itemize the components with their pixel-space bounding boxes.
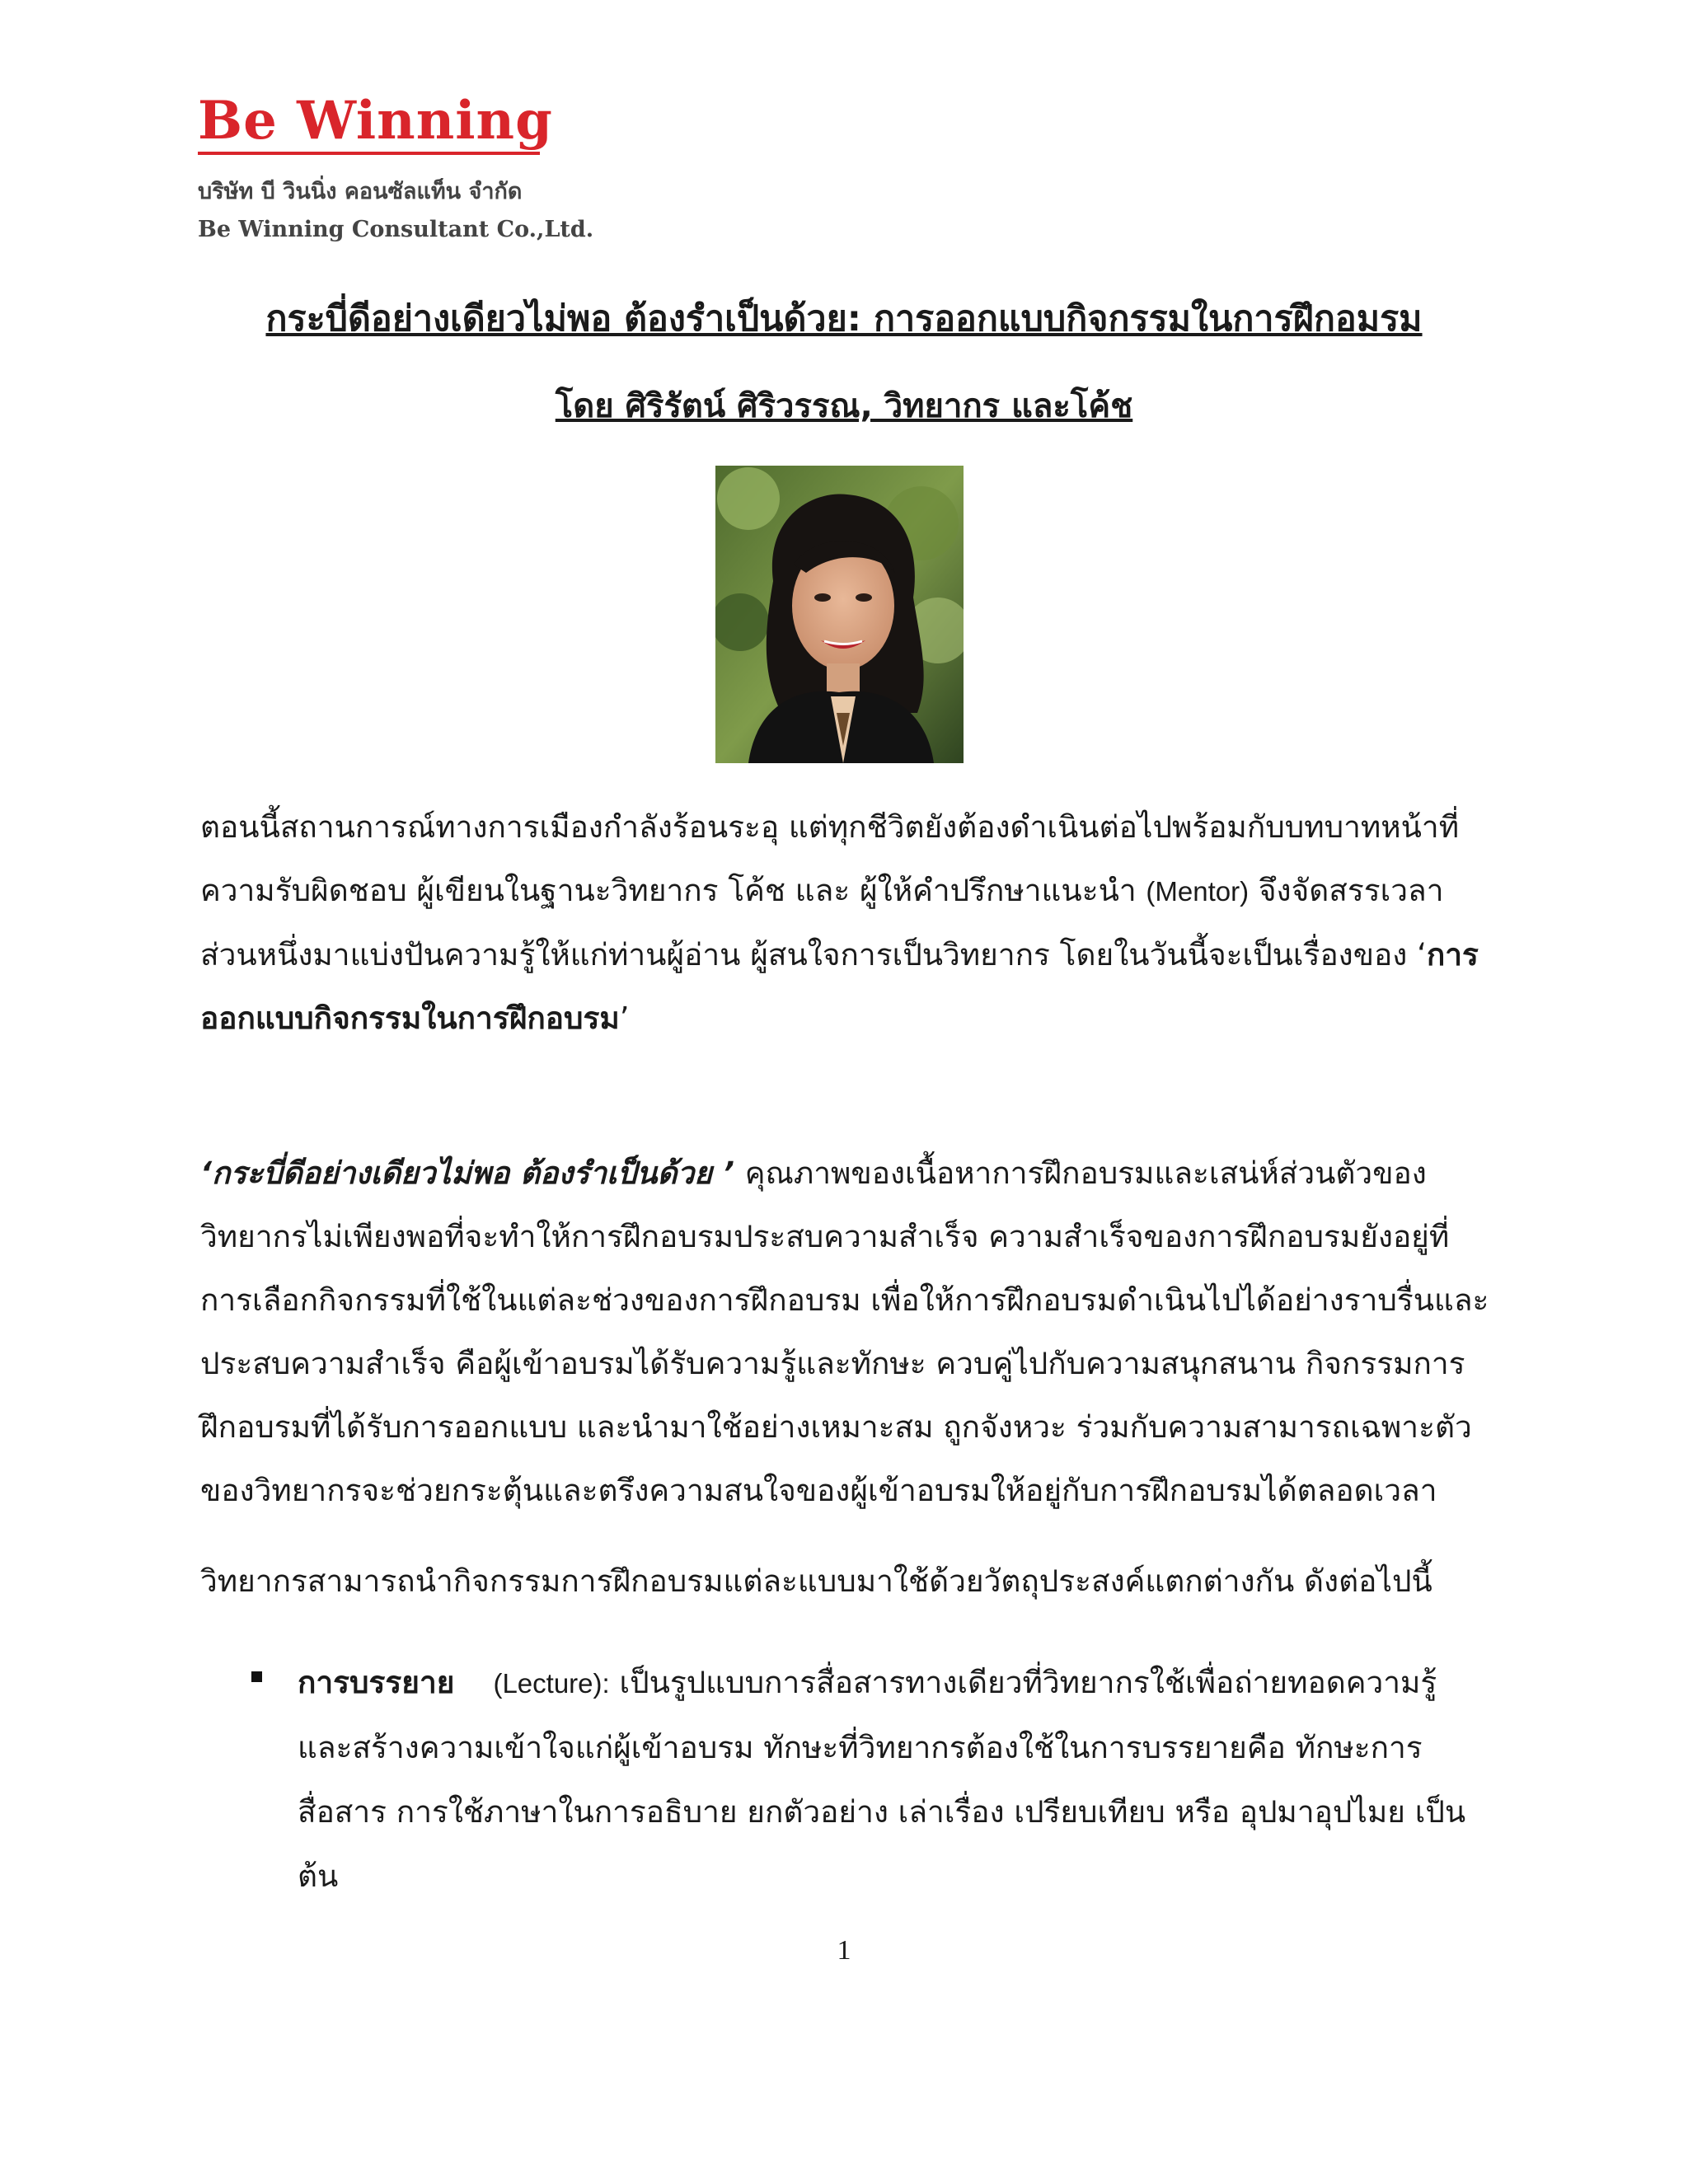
list-intro-line: วิทยากรสามารถนำกิจกรรมการฝึกอบรมแต่ละแบบมาใช้ด้วยวัตถุประสงค์แตกต่างกัน ดังต่อไปนี้ bbox=[200, 1563, 1432, 1599]
article-title: กระบี่ดีอย่างเดียวไม่พอ ต้องรำเป็นด้วย: การออกแบบกิจกรรมในการฝึกอมรม bbox=[265, 298, 1423, 340]
list-intro-paragraph bbox=[200, 1549, 1486, 1613]
brand-wordmark: Be Winning bbox=[198, 90, 553, 152]
list-item-line-2: และสร้างความเข้าใจแก่ผู้เข้าอบรม ทักษะที่วิทยากรต้องใช้ในการบรรยายคือ ทักษะการ bbox=[298, 1730, 1423, 1765]
brand-underline bbox=[198, 152, 540, 155]
body-line-3: การเลือกกิจกรรมที่ใช้ในแต่ละช่วงของการฝึกอบรม เพื่อให้การฝึกอบรมดำเนินไปได้อย่างราบรื่นและ bbox=[200, 1282, 1489, 1318]
article-byline: โดย ศิริรัตน์ ศิริวรรณ, วิทยากร และโค้ช bbox=[555, 387, 1133, 425]
company-name-english: Be Winning Consultant Co.,Ltd. bbox=[198, 217, 594, 242]
page-number: 1 bbox=[837, 1935, 851, 1966]
topic-bold-start: การ bbox=[1426, 937, 1479, 972]
body-line-1 bbox=[200, 1141, 1486, 1205]
intro-line-3 bbox=[200, 923, 1486, 987]
square-bullet-icon bbox=[251, 1671, 262, 1682]
intro-line-2-text: ความรับผิดชอบ ผู้เขียนในฐานะวิทยากร โค้ช และ ผู้ให้คำปรึกษาแนะนำ bbox=[200, 873, 1146, 908]
intro-line-3-text: ส่วนหนึ่งมาแบ่งปันความรู้ให้แก่ท่านผู้อ่าน ผู้สนใจการเป็นวิทยากร โดยในวันนี้จะเป็นเรื่องของ ‘ bbox=[200, 937, 1427, 972]
list-item-line-3: สื่อสาร การใช้ภาษาในการอธิบาย ยกตัวอย่าง เล่าเรื่อง เปรียบเทียบ หรือ อุปมาอุปไมย เป็น bbox=[298, 1794, 1466, 1830]
body-line-4: ประสบความสำเร็จ คือผู้เข้าอบรมได้รับความรู้และทักษะ ควบคู่ไปกับความสนุกสนาน กิจกรรมการ bbox=[200, 1346, 1465, 1381]
body-line-5: ฝึกอบรมที่ได้รับการออกแบบ และนำมาใช้อย่างเหมาะสม ถูกจังหวะ ร่วมกับความสามารถเฉพาะตัว bbox=[200, 1409, 1472, 1445]
mentor-term: (Mentor) bbox=[1146, 876, 1250, 907]
list-item-line-1 bbox=[298, 1651, 1501, 1716]
body-paragraph bbox=[200, 1141, 1489, 1522]
proverb-lead: ‘กระบี่ดีอย่างเดียวไม่พอ ต้องรำเป็นด้วย bbox=[200, 1155, 712, 1191]
list-item-line-4: ต้น bbox=[298, 1858, 339, 1894]
intro-line-4 bbox=[200, 987, 1486, 1050]
list-item-line-1-text: เป็นรูปแบบการสื่อสารทางเดียวที่วิทยากรใช้เพื่อถ่ายทอดความรู้ bbox=[609, 1665, 1437, 1700]
lecture-term-english: (Lecture): bbox=[493, 1668, 610, 1699]
company-logo bbox=[198, 90, 594, 242]
lecture-term: การบรรยาย bbox=[298, 1665, 455, 1700]
closing-quote: ’ bbox=[619, 1001, 630, 1036]
body-line-2: วิทยากรไม่เพียงพอที่จะทำให้การฝึกอบรมประสบความสำเร็จ ความสำเร็จของการฝึกอบรมยังอยู่ที่ bbox=[200, 1219, 1450, 1254]
body-line-6: ของวิทยากรจะช่วยกระตุ้นและตรึงความสนใจของผู้เข้าอบรมให้อยู่กับการฝึกอบรมได้ตลอดเวลา bbox=[200, 1473, 1437, 1508]
company-name-thai: บริษัท บี วินนิ่ง คอนซัลแท็น จำกัด bbox=[198, 179, 523, 204]
intro-line-1: ตอนนี้สถานการณ์ทางการเมืองกำลังร้อนระอุ แต่ทุกชีวิตยังต้องดำเนินต่อไปพร้อมกับบทบาทหน้าที่ bbox=[200, 809, 1460, 845]
author-photo bbox=[715, 466, 964, 763]
intro-line-2-end: จึงจัดสรรเวลา bbox=[1249, 873, 1444, 908]
topic-bold-end: ออกแบบกิจกรรมในการฝึกอบรม bbox=[200, 1001, 620, 1036]
list-item-text bbox=[298, 1651, 1501, 1909]
intro-paragraph bbox=[200, 795, 1486, 1050]
body-line-1-text: คุณภาพของเนื้อหาการฝึกอบรมและเสน่ห์ส่วนตัวของ bbox=[744, 1155, 1427, 1191]
proverb-quote: ’ bbox=[711, 1155, 745, 1191]
intro-line-2 bbox=[200, 859, 1486, 923]
